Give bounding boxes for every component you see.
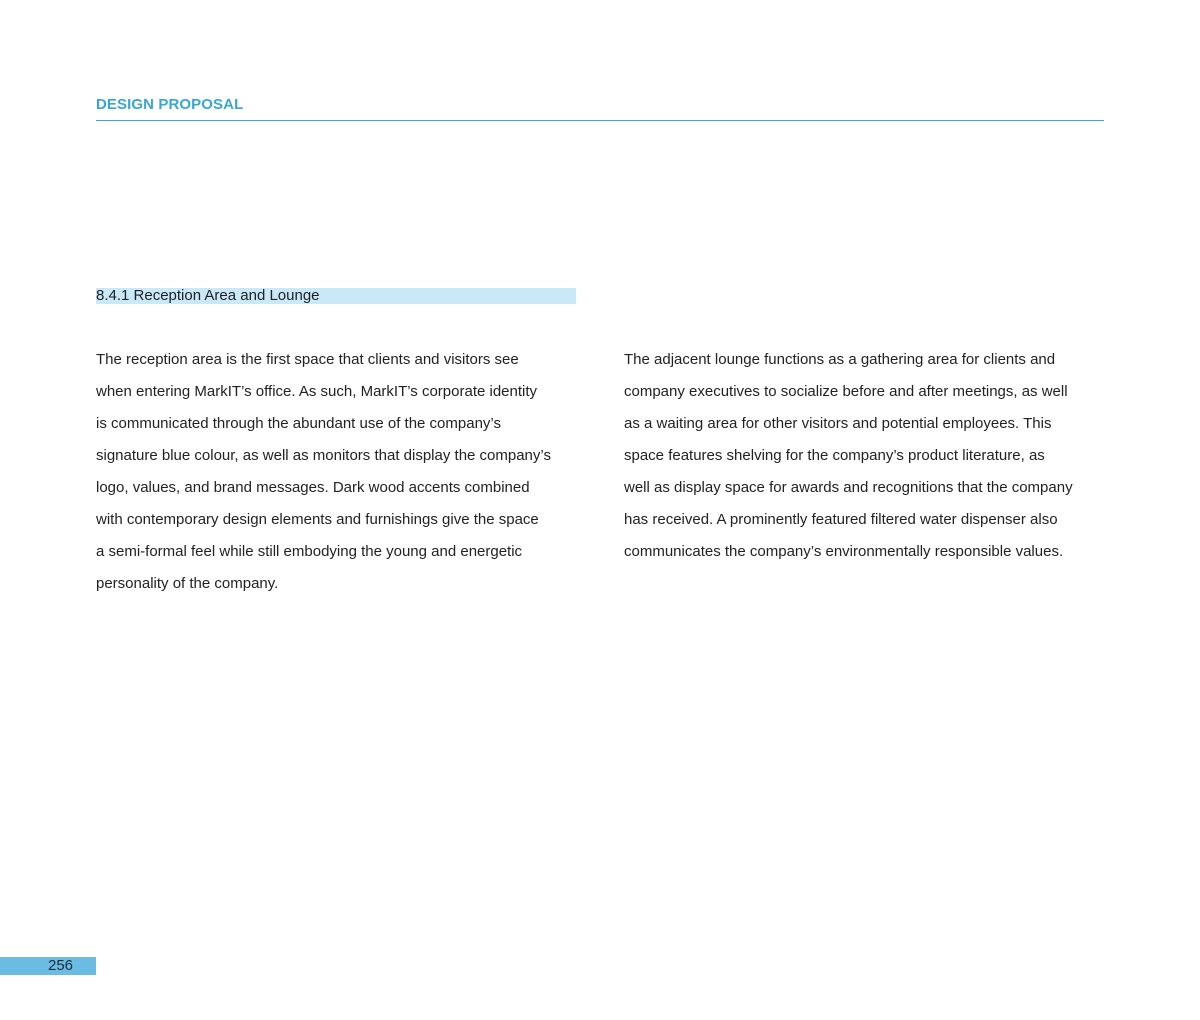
page-number: 256 bbox=[48, 957, 74, 974]
paragraph-line: signature blue colour, as well as monitors that display the company’s bbox=[96, 447, 551, 464]
paragraph-line: with contemporary design elements and furnishings give the space bbox=[96, 511, 539, 528]
header-divider bbox=[96, 120, 1104, 121]
paragraph-line: well as display space for awards and recognitions that the company bbox=[624, 479, 1073, 496]
paragraph-line: The adjacent lounge functions as a gathering area for clients and bbox=[624, 351, 1056, 368]
paragraph-line: personality of the company. bbox=[96, 575, 279, 592]
paragraph-line: communicates the company’s environmentally responsible values. bbox=[624, 543, 1064, 560]
section-heading: 8.4.1 Reception Area and Lounge bbox=[96, 288, 576, 304]
paragraph-line: is communicated through the abundant use of the company’s bbox=[96, 415, 501, 432]
paragraph-line: has received. A prominently featured filtered water dispenser also bbox=[624, 511, 1058, 528]
paragraph-line: as a waiting area for other visitors and potential employees. This bbox=[624, 415, 1052, 432]
page-header-title: DESIGN PROPOSAL bbox=[96, 96, 244, 113]
paragraph-line: logo, values, and brand messages. Dark wood accents combined bbox=[96, 479, 530, 496]
paragraph-line: when entering MarkIT’s office. As such, MarkIT’s corporate identity bbox=[96, 383, 538, 400]
body-column-left bbox=[96, 344, 586, 600]
paragraph-line: a semi-formal feel while still embodying the young and energetic bbox=[96, 543, 523, 560]
paragraph-line: space features shelving for the company’s product literature, as bbox=[624, 447, 1045, 464]
body-column-right bbox=[624, 344, 1114, 568]
paragraph-line: The reception area is the first space that clients and visitors see bbox=[96, 351, 519, 368]
paragraph-line: company executives to socialize before and after meetings, as well bbox=[624, 383, 1068, 400]
page-number-badge bbox=[0, 957, 96, 975]
